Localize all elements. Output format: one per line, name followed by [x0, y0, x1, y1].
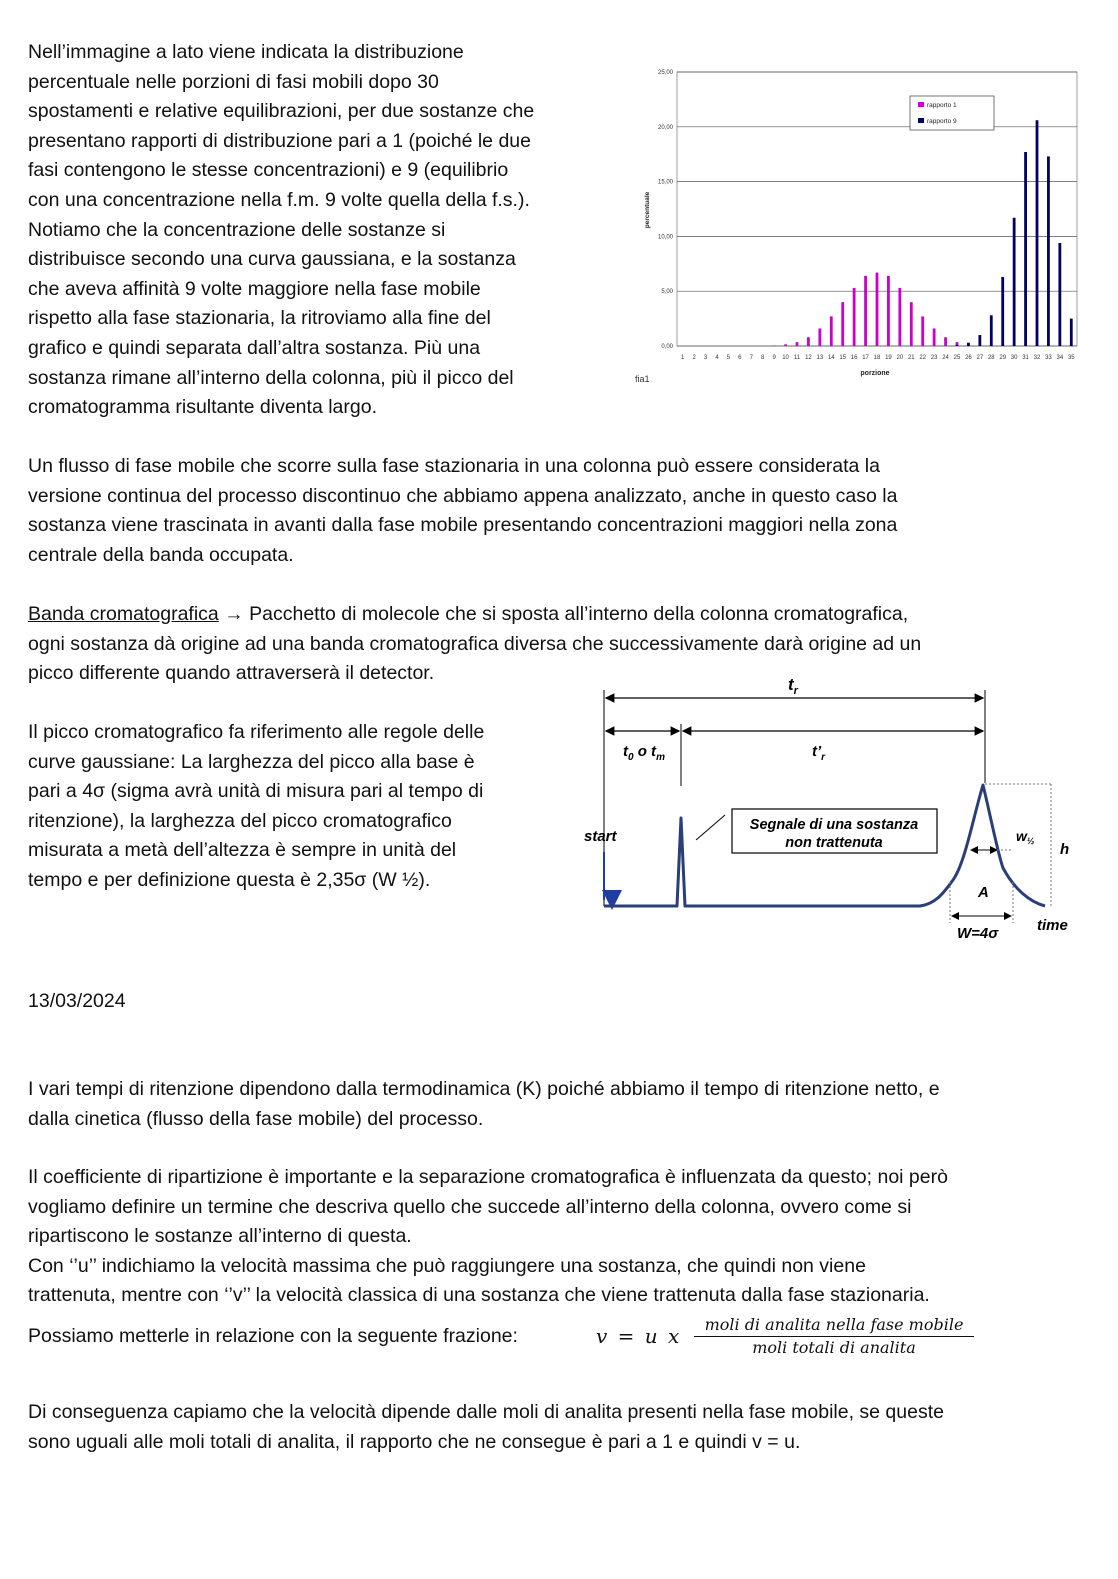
box-label-line2: non trattenuta [785, 835, 883, 851]
x-tick-label: 26 [965, 355, 972, 361]
paragraph-coefficiente [28, 1163, 1098, 1311]
x-axis-label: porzione [860, 370, 890, 377]
time-label: time [1037, 917, 1068, 934]
fraction-bar [694, 1336, 974, 1337]
text-line: con una concentrazione nella f.m. 9 volte quella della f.s.). [28, 188, 530, 211]
text-line: trattenuta, mentre con ‘’v’’ la velocità classica di una sostanza che viene trattenuta dalla fase stazionaria. [28, 1284, 930, 1307]
bar-rapporto-1-15 [841, 302, 844, 346]
bar-rapporto-9-25 [956, 345, 959, 346]
x-tick-label: 14 [827, 355, 835, 361]
x-tick-label: 1 [681, 355, 685, 361]
t0-tm-label: $t_0$ o $t_m$ [623, 743, 665, 763]
bar-rapporto-1-11 [796, 342, 799, 346]
y-tick-label: 20,00 [657, 124, 673, 131]
bar-rapporto-9-29 [1001, 277, 1004, 346]
bar-rapporto-1-10 [784, 344, 787, 346]
text-line: vogliamo definire un termine che descriva quello che succede all’interno della colonna, ovvero come si [28, 1195, 912, 1218]
y-tick-label: 0,00 [661, 344, 673, 350]
x-tick-label: 4 [715, 355, 719, 361]
x-tick-label: 33 [1045, 355, 1052, 361]
chart-legend [910, 96, 994, 130]
bar-rapporto-9-35 [1070, 319, 1073, 346]
text-line: ritenzione), la larghezza del picco cromatografico [28, 809, 452, 832]
formula-lhs: v = u x [596, 1324, 682, 1348]
text-line: Un flusso di fase mobile che scorre sulla fase stazionaria in una colonna può essere considerata la [28, 455, 880, 477]
x-tick-label: 31 [1022, 355, 1029, 361]
y-tick-label: 5,00 [661, 289, 673, 296]
x-tick-label: 21 [907, 355, 915, 361]
text-line: cromatogramma risultante diventa largo. [28, 396, 377, 419]
text-line: sostanza rimane all’interno della colonna, più il picco del [28, 366, 514, 389]
x-tick-label: 23 [930, 355, 938, 361]
x-tick-label: 18 [873, 355, 881, 361]
legend-swatch-rapporto-1 [918, 102, 924, 107]
paragraph-picco [28, 718, 568, 896]
bar-rapporto-1-22 [921, 316, 924, 346]
bar-rapporto-1-14 [830, 316, 833, 346]
x-tick-label: 34 [1056, 355, 1064, 361]
pointer-line [696, 815, 725, 840]
text-line: Notiamo che la concentrazione delle sostanze si [28, 218, 446, 241]
bar-rapporto-9-32 [1036, 120, 1039, 346]
x-tick-label: 10 [782, 355, 789, 361]
text-line: fasi contengono le stesse concentrazioni) e 9 (equilibrio [28, 159, 509, 182]
text-line: I vari tempi di ritenzione dipendono dalla termodinamica (K) poiché abbiamo il tempo di ritenzione netto, e [28, 1078, 940, 1100]
bar-rapporto-9-33 [1047, 156, 1050, 346]
text-line: ripartiscono le sostanze all’interno di questa. [28, 1225, 412, 1248]
bar-rapporto-1-17 [864, 276, 867, 346]
text-line: centrale della banda occupata. [28, 543, 294, 566]
distribution-chart [625, 62, 1085, 392]
text-line: sono uguali alle moli totali di analita, il rapporto che ne consegue è pari a 1 e quindi v = u. [28, 1430, 801, 1453]
text-line [28, 600, 1098, 630]
x-tick-label: 6 [738, 355, 742, 361]
bar-rapporto-1-9 [773, 345, 776, 346]
bar-rapporto-1-24 [944, 337, 947, 346]
text-line: tempo e per definizione questa è 2,35σ (W ½). [28, 868, 431, 891]
bar-rapporto-9-30 [1013, 218, 1016, 346]
h-label: h [1060, 841, 1070, 858]
bar-rapporto-9-27 [978, 335, 981, 346]
x-tick-label: 5 [726, 355, 731, 361]
text-line: Di conseguenza capiamo che la velocità dipende dalle moli di analita presenti nella fase mobile, se queste [28, 1401, 944, 1423]
chart-footnote: fia1 [635, 374, 650, 384]
x-tick-label: 25 [953, 355, 961, 361]
text-line: misurata a metà dell’altezza è sempre in unità del [28, 839, 457, 862]
start-label: start [584, 828, 617, 845]
x-tick-label: 35 [1067, 355, 1075, 361]
x-tick-label: 30 [1010, 355, 1018, 361]
area-label: A [978, 884, 989, 901]
chromatogram-diagram [575, 668, 1095, 958]
x-tick-label: 8 [761, 355, 765, 361]
formula-lead: Possiamo metterle in relazione con la seguente frazione: [28, 1325, 518, 1347]
y-tick-label: 10,00 [657, 234, 673, 241]
x-tick-label: 27 [976, 355, 984, 361]
bar-rapporto-9-34 [1058, 243, 1061, 346]
paragraph-distribuzione [28, 38, 618, 423]
text-line: sostanza viene trascinata in avanti dalla fase mobile presentando concentrazioni maggiori nella zona [28, 514, 898, 537]
bar-rapporto-9-26 [967, 343, 970, 346]
x-tick-label: 7 [749, 355, 753, 361]
text-line: presentano rapporti di distribuzione pari a 1 (poiché le due [28, 129, 531, 152]
x-tick-label: 22 [919, 355, 927, 361]
formula-fraction [694, 1315, 974, 1358]
x-tick-label: 20 [896, 355, 904, 361]
text-line: spostamenti e relative equilibrazioni, per due sostanze che [28, 100, 535, 123]
x-tick-label: 13 [816, 355, 824, 361]
paragraph-conseguenza [28, 1398, 1098, 1457]
fraction-numerator: moli di analita nella fase mobile [704, 1315, 964, 1334]
date-label: 13/03/2024 [28, 990, 126, 1012]
x-tick-label: 9 [772, 355, 776, 361]
x-tick-label: 16 [850, 355, 858, 361]
bar-rapporto-1-18 [876, 273, 879, 346]
bar-rapporto-1-13 [818, 328, 821, 346]
text-line: ogni sostanza dà origine ad una banda cromatografica diversa che successivamente darà origine ad un [28, 632, 922, 655]
bar-rapporto-1-20 [898, 288, 901, 346]
y-tick-label: 25,00 [657, 70, 673, 76]
x-tick-label: 24 [942, 355, 949, 361]
bar-rapporto-9-31 [1024, 152, 1027, 346]
x-tick-label: 17 [862, 355, 869, 361]
x-tick-label: 32 [1033, 355, 1041, 361]
bar-rapporto-1-23 [933, 328, 936, 346]
bar-rapporto-1-16 [853, 288, 856, 346]
box-label-line1: Segnale di una sostanza [749, 817, 919, 833]
text-line: grafico e quindi separata dall’altra sostanza. Più una [28, 336, 481, 359]
paragraph-tempi-ritenzione [28, 1075, 1098, 1134]
term-banda-cromatografica: Banda cromatografica [28, 603, 219, 625]
x-tick-label: 2 [692, 355, 696, 361]
y-axis-label: percentuale [644, 191, 651, 229]
text-line: rispetto alla fase stazionaria, la ritroviamo alla fine del [28, 307, 491, 330]
legend-label-rapporto-1: rapporto 1 [927, 102, 957, 109]
text-line: curve gaussiane: La larghezza del picco alla base è [28, 750, 475, 773]
fraction-denominator: moli totali di analita [752, 1338, 916, 1357]
formula-line [28, 1315, 1098, 1366]
x-tick-label: 29 [999, 355, 1007, 361]
text-line: Nell’immagine a lato viene indicata la distribuzione [28, 41, 464, 63]
banda-definition: → Pacchetto di molecole che si sposta all’interno della colonna cromatografica, [218, 603, 909, 625]
text-line: versione continua del processo discontinuo che abbiamo appena analizzato, anche in questo caso la [28, 484, 898, 507]
paragraph-flusso [28, 452, 1098, 570]
text-line: Con ‘’u’’ indichiamo la velocità massima che può raggiungere una sostanza, che quindi non viene [28, 1254, 866, 1277]
tr-label: $t_r$ [788, 675, 798, 697]
tr-prime-label: $t’_r$ [812, 743, 826, 763]
y-tick-label: 15,00 [657, 179, 673, 186]
bar-rapporto-1-21 [910, 302, 913, 346]
bar-rapporto-1-19 [887, 276, 890, 346]
x-tick-label: 12 [805, 355, 812, 361]
w-half-label: $w_{\frac{1}{2}}$ [1016, 828, 1035, 846]
x-tick-label: 3 [703, 355, 708, 361]
text-line: distribuisce secondo una curva gaussiana, e la sostanza [28, 248, 516, 271]
text-line: pari a 4σ (sigma avrà unità di misura pari al tempo di [28, 780, 484, 803]
x-tick-label: 15 [839, 355, 847, 361]
x-tick-label: 11 [793, 355, 801, 361]
text-line: picco differente quando attraverserà il detector. [28, 662, 435, 685]
x-tick-label: 19 [885, 355, 892, 361]
x-tick-label: 28 [987, 355, 995, 361]
legend-swatch-rapporto-9 [918, 118, 924, 123]
legend-label-rapporto-9: rapporto 9 [927, 118, 957, 125]
w-base-label: W=4σ [957, 925, 999, 942]
text-line: Il coefficiente di ripartizione è importante e la separazione cromatografica è influenzata da questo; noi però [28, 1166, 948, 1188]
text-line: Il picco cromatografico fa riferimento alle regole delle [28, 721, 485, 743]
text-line: che aveva affinità 9 volte maggiore nella fase mobile [28, 277, 481, 300]
text-line: percentuale nelle porzioni di fasi mobili dopo 30 [28, 70, 439, 93]
bar-rapporto-1-12 [807, 337, 810, 346]
bar-rapporto-9-28 [990, 315, 993, 346]
text-line: dalla cinetica (flusso della fase mobile) del processo. [28, 1107, 484, 1130]
